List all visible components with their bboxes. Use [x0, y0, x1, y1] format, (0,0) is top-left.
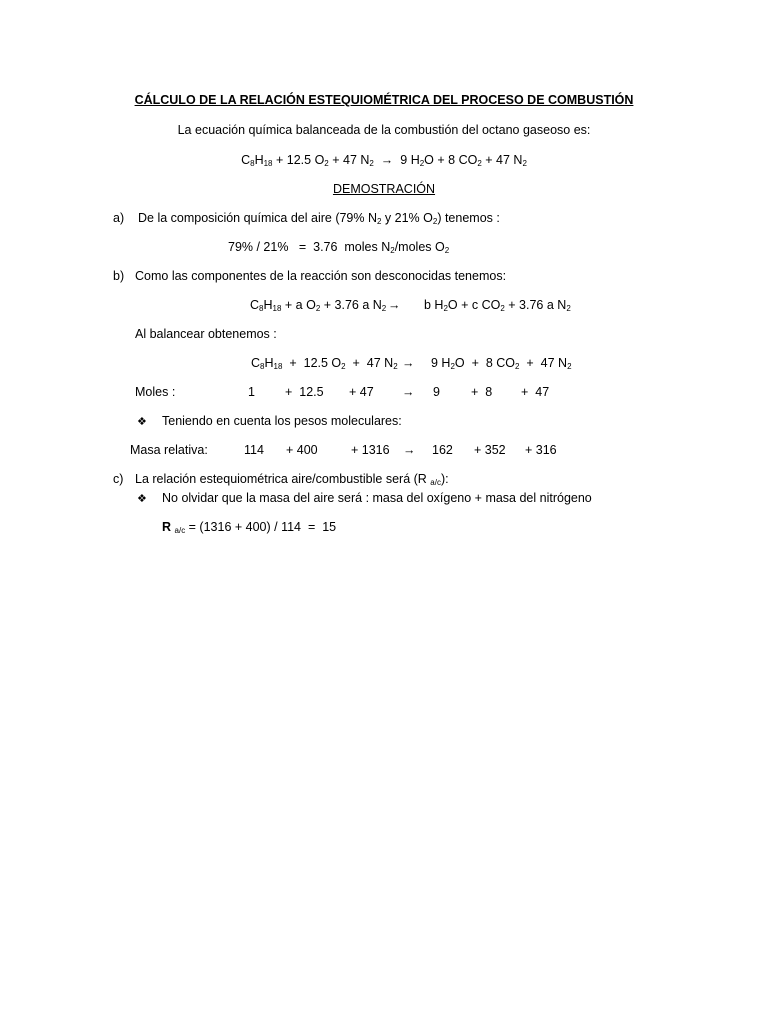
ratio-result: R $_{a/c}$ = (1316 + 400) / 114 = 15 [162, 520, 337, 535]
masa-value: + 316 [525, 443, 557, 457]
diamond-bullet-icon: ❖ [137, 493, 147, 505]
masa-value: + 400 [286, 443, 318, 457]
balanced-equation-left: $C_8H_{18} + 12.5$ $O_2 + 47$ $N_2$ [251, 356, 398, 371]
pesos-text: Teniendo en cuenta los pesos moleculares: [162, 414, 402, 428]
moles-arrow: → [402, 385, 415, 399]
item-c-text: La relación estequiométrica aire/combustible será (R $_{a/c}$): [135, 472, 449, 487]
masa-value: + 1316 [351, 443, 390, 457]
moles-value: + 47 [521, 385, 550, 399]
masa-value: 114 [244, 443, 264, 457]
balanced-equation-right: 9 $H_2O + 8$ $CO_2 + 47$ $N_2$ [431, 356, 572, 371]
balance-text: Al balancear obtenemos : [135, 327, 277, 341]
moles-value: + 47 [349, 385, 374, 399]
main-equation: $C_8H_{18} + 12.5$ $O_2 + 47$ $N_2 \to 9$ $H_2O + 8$ $CO_2 + 47$ $N_2$ [241, 153, 527, 168]
moles-value: + 8 [471, 385, 493, 399]
intro-text: La ecuación química balanceada de la combustión del octano gaseoso es: [177, 123, 591, 137]
masa-value: + 352 [474, 443, 506, 457]
masa-label: Masa relativa: [130, 443, 208, 457]
general-equation-arrow: → [388, 298, 401, 312]
item-a-marker: a) [113, 211, 125, 225]
moles-value: 9 [433, 385, 440, 399]
air-mass-note: No olvidar que la masa del aire será : masa del oxígeno + masa del nitrógeno [162, 491, 592, 505]
section-heading-demostracion: DEMOSTRACIÓN [332, 182, 436, 196]
document-title: CÁLCULO DE LA RELACIÓN ESTEQUIOMÉTRICA DEL PROCESO DE COMBUSTIÓN [134, 93, 634, 107]
item-c-marker: c) [113, 472, 124, 486]
moles-value: + 12.5 [285, 385, 324, 399]
item-a-ratio: 79% / 21% = 3.76 moles $N_2$/moles $O_2$ [228, 240, 450, 255]
item-b-text: Como las componentes de la reacción son desconocidas tenemos: [135, 269, 507, 283]
masa-value: 162 [432, 443, 453, 457]
balanced-equation-arrow: → [402, 356, 415, 370]
item-a-text: De la composición química del aire (79% $N_2$ y 21% $O_2$) tenemos : [138, 211, 500, 226]
general-equation-right: b $H_2O + c$ $CO_2 + 3.76$ a $N_2$ [424, 298, 571, 313]
masa-arrow: → [403, 443, 416, 457]
moles-value: 1 [248, 385, 255, 399]
general-equation-left: $C_8H_{18} + a$ $O_2 + 3.76$ a $N_2$ [250, 298, 387, 313]
item-b-marker: b) [113, 269, 125, 283]
diamond-bullet-icon: ❖ [137, 416, 147, 428]
moles-label: Moles : [135, 385, 176, 399]
